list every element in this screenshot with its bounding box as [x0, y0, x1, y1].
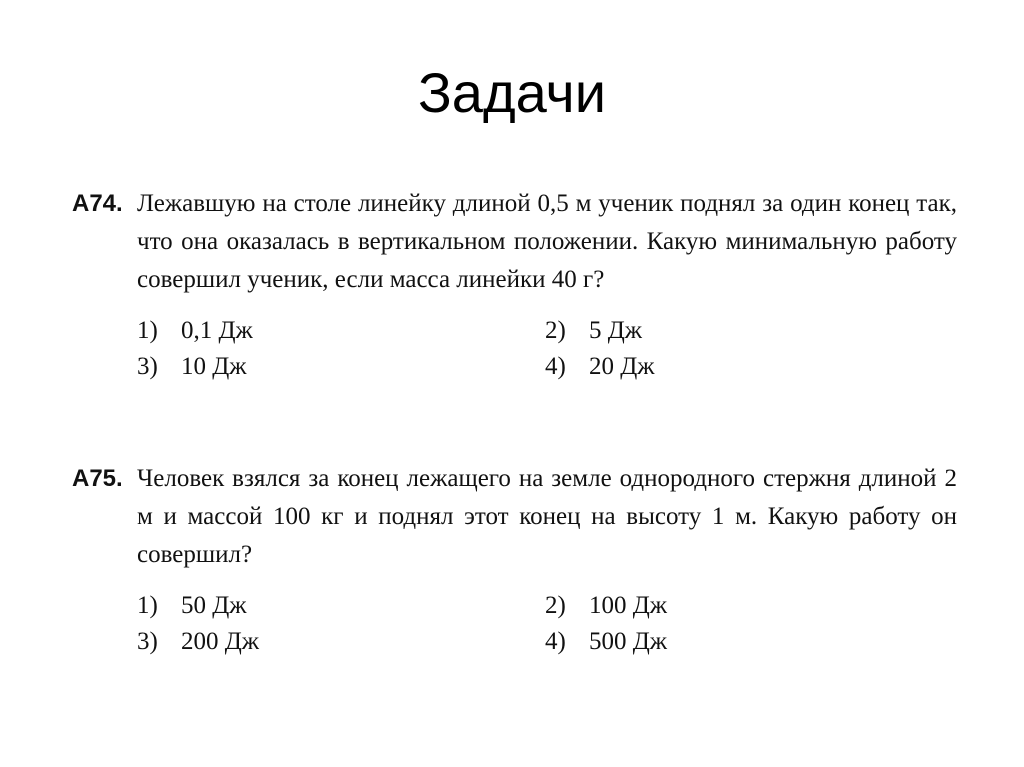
- answer-option-2: [545, 313, 845, 349]
- option-value: 20 Дж: [589, 353, 655, 380]
- option-value: 50 Дж: [181, 592, 247, 619]
- problem-number: А75.: [72, 465, 123, 492]
- option-number: 3): [137, 628, 158, 655]
- option-value: 10 Дж: [181, 353, 247, 380]
- problem-text: Лежавшую на столе линейку длиной 0,5 м ученик поднял за один конец так, что она оказалась в вертикальном положении. Какую минимальную работу совершил ученик, если масса линейки 40 г?: [137, 190, 957, 293]
- option-number: 1): [137, 592, 158, 619]
- option-number: 4): [545, 353, 566, 380]
- answer-option-1: [137, 313, 545, 349]
- option-number: 2): [545, 592, 566, 619]
- option-value: 0,1 Дж: [181, 317, 253, 344]
- answer-option-3: [137, 624, 545, 660]
- answer-option-4: [545, 624, 845, 660]
- answer-options: [137, 313, 957, 385]
- option-number: 4): [545, 628, 566, 655]
- option-value: 5 Дж: [589, 317, 643, 344]
- option-value: 500 Дж: [589, 628, 668, 655]
- option-value: 200 Дж: [181, 628, 260, 655]
- answer-option-1: [137, 588, 545, 624]
- option-number: 1): [137, 317, 158, 344]
- option-value: 100 Дж: [589, 592, 668, 619]
- answer-options: [137, 588, 957, 660]
- problem-number: А74.: [72, 190, 123, 217]
- problem-a74: [72, 185, 957, 385]
- problem-text: Человек взялся за конец лежащего на земле однородного стержня длиной 2 м и массой 100 кг и поднял этот конец на высоту 1 м. Какую работу он совершил?: [137, 465, 957, 568]
- problem-stem: [72, 185, 957, 299]
- option-number: 2): [545, 317, 566, 344]
- problem-stem: [72, 460, 957, 574]
- option-number: 3): [137, 353, 158, 380]
- slide-title: Задачи: [417, 61, 606, 124]
- answer-option-4: [545, 349, 845, 385]
- answer-option-2: [545, 588, 845, 624]
- answer-option-3: [137, 349, 545, 385]
- problem-a75: [72, 460, 957, 660]
